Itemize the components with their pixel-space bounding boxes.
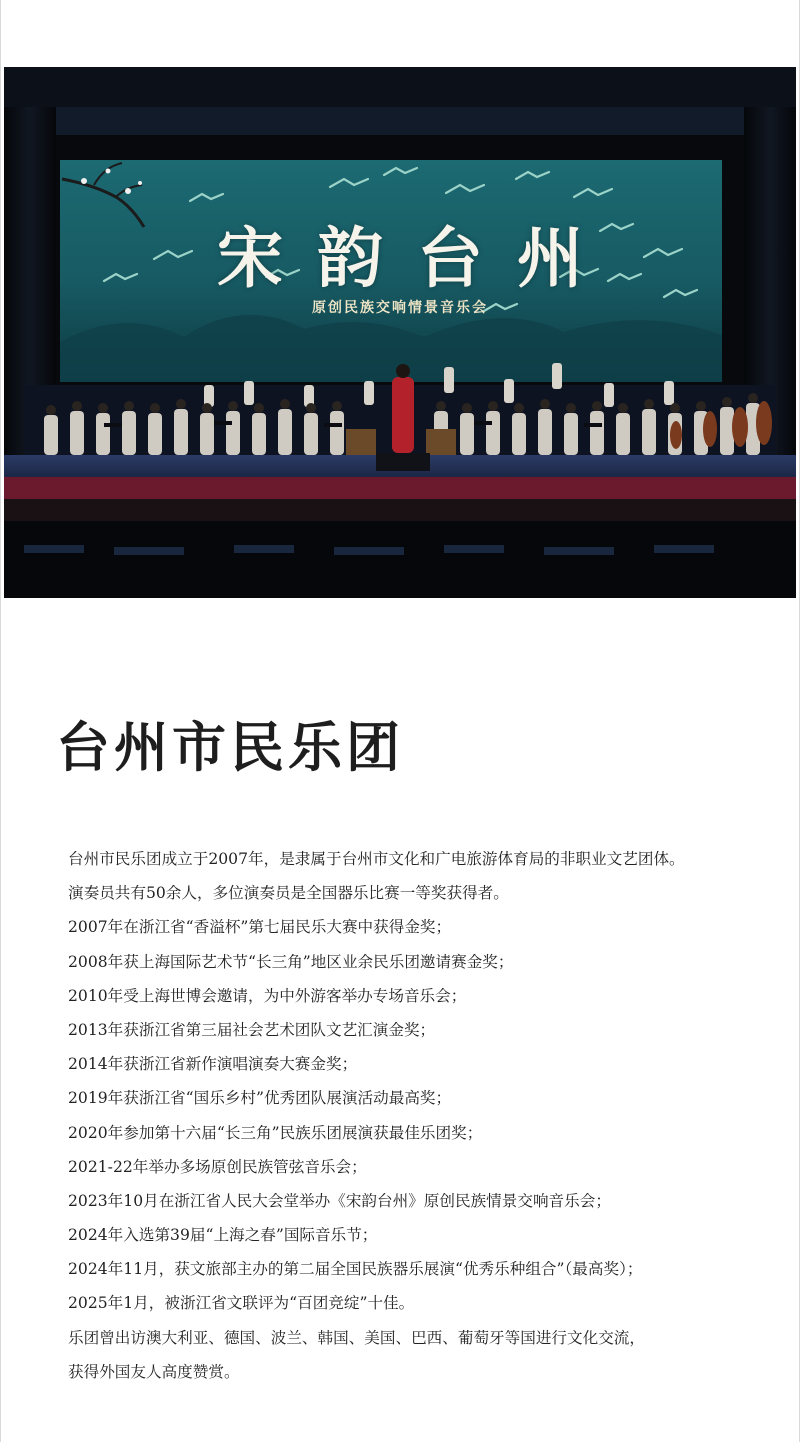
- paragraph-line: 2023年10月在浙江省人民大会堂举办《宋韵台州》原创民族情景交响音乐会；: [68, 1191, 611, 1210]
- screen-title: 宋韵台州: [217, 219, 617, 297]
- paragraph-line: 演奏员共有50余人，多位演奏员是全国器乐比赛一等奖获得者。: [68, 884, 509, 903]
- paragraph-line: 2010年受上海世博会邀请，为中外游客举办专场音乐会；: [68, 986, 467, 1005]
- paragraph-line: 2025年1月，被浙江省文联评为“百团竞绽”十佳。: [68, 1294, 415, 1313]
- orchestra-stage-photo: [4, 67, 796, 598]
- paragraph-line: 台州市民乐团成立于2007年，是隶属于台州市文化和广电旅游体育局的非职业文艺团体。: [68, 850, 685, 868]
- paragraph-line: 2007年在浙江省“香溢杯”第七届民乐大赛中获得金奖；: [68, 918, 452, 937]
- paragraph-line: 2013年获浙江省第三届社会艺术团队文艺汇演金奖；: [68, 1020, 436, 1039]
- paragraph-line: 2014年获浙江省新作演唱演奏大赛金奖；: [68, 1055, 358, 1074]
- paragraph-line: 乐团曾出访澳大利亚、德国、波兰、韩国、美国、巴西、葡萄牙等国进行文化交流，: [68, 1328, 645, 1347]
- paragraph-line: 2020年参加第十六届“长三角”民族乐团展演获最佳乐团奖；: [68, 1123, 483, 1142]
- screen-subtitle: 原创民族交响情景音乐会: [312, 300, 488, 316]
- paragraph-line: 2021-22年举办多场原创民族管弦音乐会；: [68, 1157, 367, 1176]
- paragraph-line: 2019年获浙江省“国乐乡村”优秀团队展演活动最高奖；: [68, 1089, 452, 1108]
- left-border-line: [0, 0, 1, 1442]
- orchestra-description: [68, 842, 788, 1389]
- paragraph-line: 获得外国友人高度赞赏。: [68, 1362, 240, 1381]
- paragraph-line: 2024年入选第39届“上海之春”国际音乐节；: [68, 1226, 378, 1245]
- paragraph-line: 2024年11月，获文旅部主办的第二届全国民族器乐展演“优秀乐种组合”（最高奖）；: [68, 1260, 643, 1279]
- paragraph-line: 2008年获上海国际艺术节“长三角”地区业余民乐团邀请赛金奖；: [68, 952, 514, 971]
- page-title: 台州市民乐团: [56, 716, 404, 779]
